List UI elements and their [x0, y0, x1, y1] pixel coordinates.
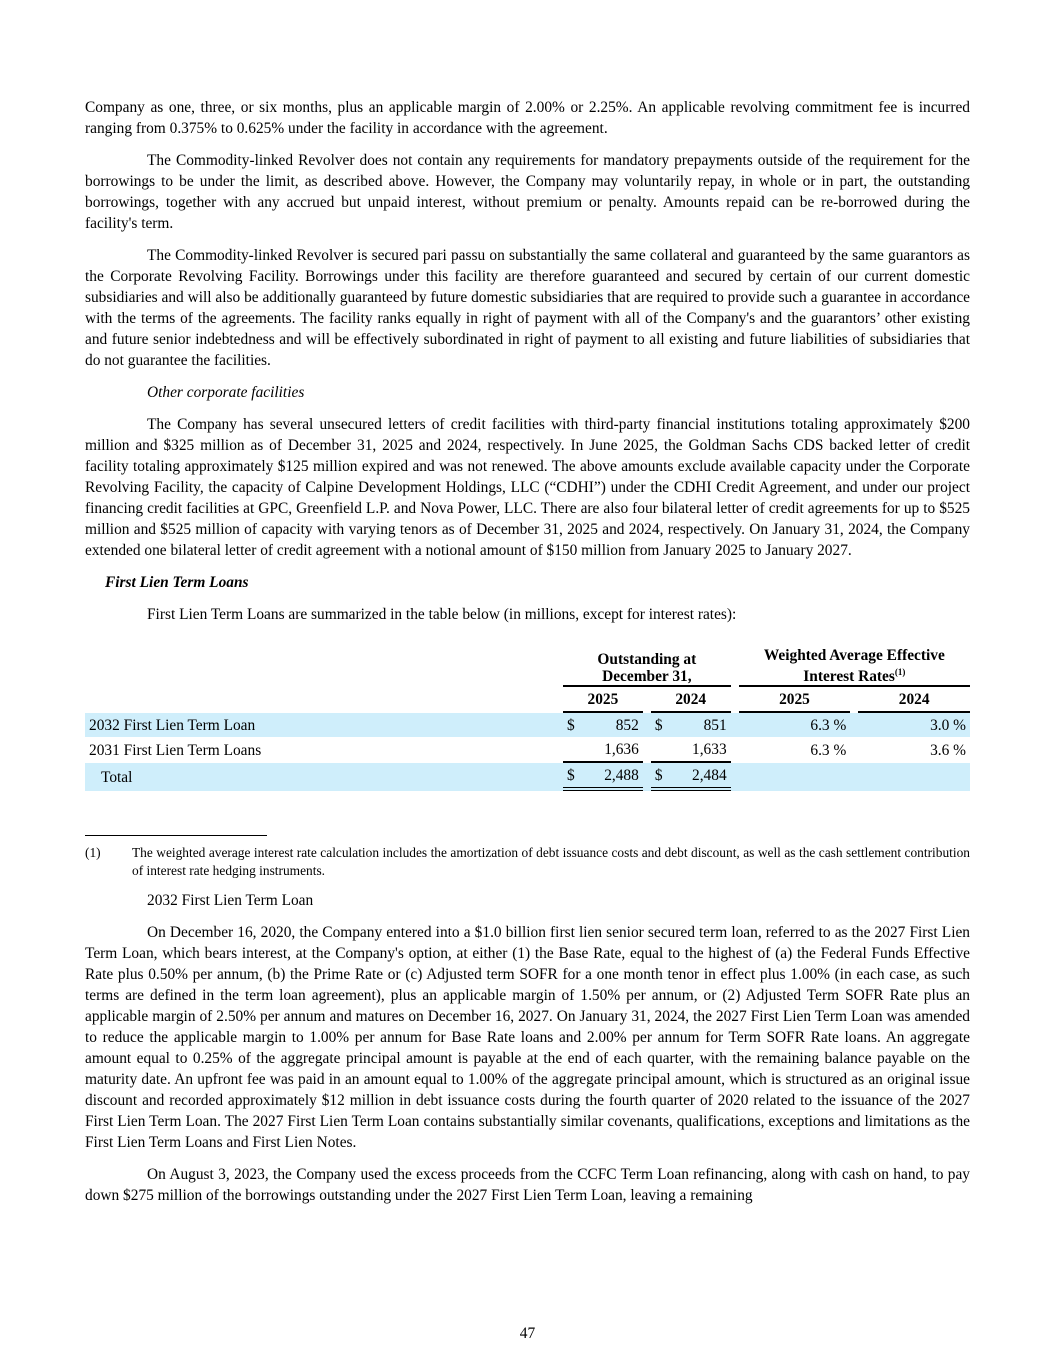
value-2024	[651, 763, 731, 791]
footnote-text: The weighted average interest rate calculation includes the amortization of debt issuance costs and debt discount, as well as the cash settlement contribution of interest rate hedging instruments.	[132, 845, 970, 879]
paragraph: The Commodity-linked Revolver does not contain any requirements for mandatory prepayments outside of the requirement for the borrowings to be under the limit, as described above. However, the Company may voluntarily repay, in whole or in part, the outstanding borrowings, together with any accrued but unpaid interest, without premium or penalty. Amounts repaid can be re-borrowed during the facility's term.	[85, 152, 970, 232]
row-label: Total	[85, 763, 563, 791]
footnote-marker: (1)	[85, 845, 101, 861]
rate-2024: 3.0 %	[858, 713, 970, 737]
value-2024	[651, 737, 731, 763]
value-2024	[651, 713, 731, 737]
value-2025	[563, 737, 643, 763]
year-header: 2025	[563, 687, 643, 713]
paragraph: Company as one, three, or six months, plus an applicable margin of 2.00% or 2.25%. An applicable revolving commitment fee is incurred ranging from 0.375% to 0.625% under the facility in accordance with the agreement.	[85, 99, 970, 137]
header-outstanding: Outstanding at December 31,	[563, 647, 731, 687]
term-loans-table	[85, 647, 970, 791]
paragraph: On August 3, 2023, the Company used the excess proceeds from the CCFC Term Loan refinancing, along with cash on hand, to pay down $275 million of the borrowings outstanding under the 2027 First Lien Term Loan, leaving a remaining	[85, 1166, 970, 1205]
row-label: 2032 First Lien Term Loan	[85, 713, 563, 737]
value: 852	[615, 716, 639, 734]
subheading-other-facilities: Other corporate facilities	[147, 384, 305, 401]
document-page	[85, 97, 970, 1217]
table-row-total	[85, 763, 970, 791]
table-row	[85, 713, 970, 737]
year-header: 2024	[858, 687, 970, 713]
paragraph: The Company has several unsecured letters of credit facilities with third-party financial institutions totaling approximately $200 million and $325 million as of December 31, 2025 and 2024, respectively. In June 2025, the Goldman Sachs CDS backed letter of credit facility totaling approximately $125 million expired and was not renewed. The above amounts exclude available capacity under the Corporate Revolving Facility, the capacity of Calpine Development Holdings, LLC (“CDHI”) under the CDHI Credit Agreement, and under our project financing credit facilities at GPC, Greenfield L.P. and Nova Power, LLC. There are also four bilateral letter of credit agreements for up to $525 million and $525 million of capacity with varying tenors as of December 31, 2025 and 2024, respectively. On January 31, 2024, the Company extended one bilateral letter of credit agreement with a notional amount of $150 million from January 2025 to January 2027.	[85, 416, 970, 559]
value: 1,636	[604, 740, 639, 758]
page-number: 47	[519, 1325, 536, 1342]
row-label: 2031 First Lien Term Loans	[89, 741, 262, 759]
header-rates	[739, 647, 970, 687]
year-header: 2024	[651, 687, 731, 713]
currency: $	[567, 766, 575, 784]
value: 1,633	[692, 740, 727, 758]
year-header: 2025	[739, 687, 851, 713]
header-rates-text: Weighted Average Effective Interest Rates	[763, 647, 945, 686]
value: 2,484	[692, 766, 727, 784]
footnote-divider	[85, 835, 267, 836]
footnote	[85, 844, 970, 880]
currency: $	[567, 716, 575, 734]
paragraph: The Commodity-linked Revolver is secured pari passu on substantially the same collateral and guaranteed by the same guarantors as the Corporate Revolving Facility. Borrowings under this facility are therefore guaranteed and secured by certain of our current domestic subsidiaries and will also be additionally guaranteed by future domestic subsidiaries that are required to provide such a guarantee in accordance with the terms of the agreements. The facility ranks equally in right of payment with all of the Company's and the guarantors’ other existing and future senior indebtedness and will be effectively subordinated in right of payment to all existing and future liabilities of subsidiaries that do not guarantee the facilities.	[85, 247, 970, 369]
paragraph: On December 16, 2020, the Company entered into a $1.0 billion first lien senior secured term loan, referred to as the 2027 First Lien Term Loan, which bears interest, at the Company's option, at either (1) the Base Rate, equal to the highest of (a) the Federal Funds Effective Rate plus 0.50% per annum, (b) the Prime Rate or (c) Adjusted term SOFR for a one month tenor in effect plus 1.00% (in each case, as such terms are defined in the term loan agreement), plus an applicable margin of 1.50% per annum, or (2) Adjusted Term SOFR Rate plus an applicable margin of 2.50% per annum and matures on December 16, 2027. On January 31, 2024, the 2027 First Lien Term Loan was amended to reduce the applicable margin to 1.00% per annum for Base Rate loans and 2.00% per annum for Term SOFR Rate loans. An aggregate amount equal to 0.25% of the aggregate principal amount is payable at the end of each quarter, with the remaining balance payable on the maturity date. An upfront fee was paid in an amount equal to 1.00% of the aggregate principal amount, which is structured as an original issue discount and recorded approximately $12 million in debt issuance costs during the fourth quarter of 2020 related to the issuance of the 2027 First Lien Term Loan. The 2027 First Lien Term Loan contains substantially similar covenants, qualifications, exceptions and limitations as the First Lien Term Loans and First Lien Notes.	[85, 924, 970, 1152]
value-2025	[563, 763, 643, 791]
rate-2025: 6.3 %	[810, 741, 847, 759]
value: 851	[703, 716, 727, 734]
footnote-ref: (1)	[894, 667, 906, 677]
value-2025	[563, 713, 643, 737]
rate-2024: 3.6 %	[930, 741, 966, 759]
currency: $	[654, 716, 663, 734]
value: 2,488	[604, 766, 639, 784]
currency: $	[654, 766, 663, 784]
table-intro: First Lien Term Loans are summarized in the table below (in millions, except for interest rates):	[147, 606, 737, 623]
rate-2025	[739, 763, 851, 791]
rate-2024	[858, 763, 970, 791]
table-row	[85, 737, 970, 763]
section-heading: First Lien Term Loans	[105, 574, 249, 591]
rate-2025: 6.3 %	[739, 713, 851, 737]
subheading-2032: 2032 First Lien Term Loan	[147, 892, 314, 910]
